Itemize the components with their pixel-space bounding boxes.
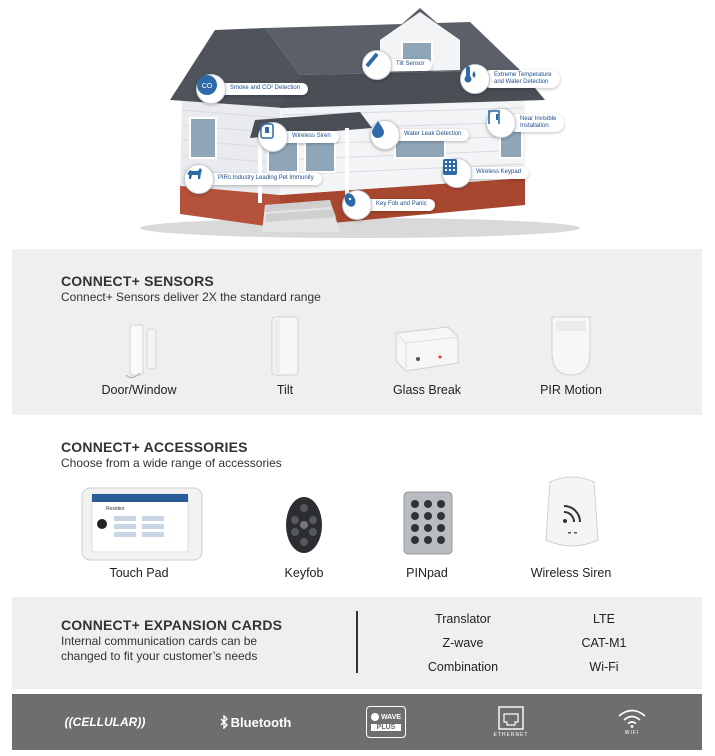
bluetooth-logo-label: Bluetooth [230,714,292,730]
sensor-item-glass-break [352,309,502,399]
callout-invisible [486,108,564,138]
callout-invisible-line1: Near Invisible [520,115,557,122]
accessories-subtitle: Choose from a wide range of accessories [61,456,282,470]
callout-tilt-label: Tilt Sensor [384,59,432,70]
thermometer-icon [460,64,490,94]
callout-leak [370,120,469,150]
co-badge-label: CO [201,83,213,90]
keyfob-icon [283,494,325,556]
tilt-sensor-icon [362,50,392,80]
callout-smoke-label: Smoke and CO² Detection [218,83,308,94]
card-cat-m1: CAT-M1 [581,636,627,650]
touch-pad-icon [80,486,204,562]
pir-motion-sensor-icon [548,313,594,379]
wireless-siren-icon [540,472,604,556]
callout-temperature-line2: and Water Detection [494,79,549,85]
callout-leak-label: Water Leak Detection [392,129,469,140]
zwave-circle-icon [371,713,379,721]
sensor-item-door-window [64,309,214,399]
dog-icon [184,164,214,194]
card-combination: Combination [427,660,499,674]
bluetooth-icon [219,715,229,729]
callout-keyfob-label: Key Fob and Panic [364,199,435,210]
expansion-description-line2: changed to fit your customer’s needs [61,649,258,663]
wifi-logo-label: WIFI [624,730,640,736]
zwave-plus-label: PLUS [371,724,402,731]
cellular-wave-left-icon: (( [64,715,73,729]
callout-temperature-line1: Extreme Temperature [494,71,552,78]
sensor-item-pir-motion [496,309,646,399]
bluetooth-logo [210,694,300,750]
connectivity-footer [12,694,702,750]
cellular-wave-right-icon: )) [137,715,146,729]
callout-temperature [460,64,560,94]
keypad-icon [442,158,472,188]
accessory-label-wireless-siren: Wireless Siren [530,566,612,580]
zwave-plus-logo [362,694,410,750]
accessory-label-pinpad: PINpad [406,566,448,580]
sensors-subtitle: Connect+ Sensors deliver 2X the standard range [61,290,321,304]
accessory-item-touch-pad [64,480,214,586]
callout-invisible-label [508,114,564,132]
callout-keypad [442,158,529,188]
accessory-label-touch-pad: Touch Pad [109,566,169,580]
sensor-label-glass-break: Glass Break [392,383,462,397]
card-wifi: Wi-Fi [589,660,619,674]
accessory-label-keyfob: Keyfob [284,566,324,580]
expansion-title: CONNECT+ EXPANSION CARDS [61,617,283,633]
ethernet-port-icon [498,706,524,730]
ethernet-logo [486,694,536,750]
hero-house-illustration [0,0,715,240]
callout-keypad-label: Wireless Keypad [464,167,529,178]
keyfob-icon [342,190,372,220]
zwave-logo-label: WAVE [380,713,402,721]
accessories-section [12,424,702,590]
card-translator: Translator [435,612,491,626]
expansion-description-line1: Internal communication cards can be [61,634,258,648]
callout-pir-label: PIRs Industry Leading Pet Immunity [206,173,322,184]
smoke-co-icon [196,74,226,104]
callout-temperature-label [482,70,560,88]
cellular-logo [60,694,150,750]
callout-siren [258,122,339,152]
sensor-label-tilt: Tilt [276,383,294,397]
callout-tilt [362,50,432,80]
water-drop-icon [370,120,400,150]
pinpad-icon [402,490,454,556]
expansion-description [61,634,257,664]
sensors-section [12,249,702,415]
wireless-siren-icon [258,122,288,152]
callout-siren-label: Wireless Siren [280,131,339,142]
accessory-item-pinpad [352,480,502,586]
expansion-section [12,597,702,689]
cellular-logo-label: CELLULAR [72,715,138,729]
door-sensor-icon [486,108,516,138]
wifi-logo [610,694,654,750]
accessories-title: CONNECT+ ACCESSORIES [61,439,248,455]
tilt-sensor-icon [268,315,302,379]
card-zwave: Z-wave [442,636,484,650]
callout-keyfob [342,190,435,220]
glass-break-sensor-icon [390,323,464,375]
callout-pir [184,164,322,194]
sensor-item-tilt [210,309,360,399]
sensor-label-door-window: Door/Window [101,383,177,397]
accessory-item-wireless-siren [496,480,646,586]
sensor-label-pir-motion: PIR Motion [540,383,602,397]
callout-smoke [196,74,308,104]
callout-invisible-line2: Installation [520,123,549,129]
expansion-divider [356,611,358,673]
door-window-sensor-icon [122,319,172,381]
touch-pad-brand: Resideo [106,506,125,512]
card-lte: LTE [593,612,615,626]
sensors-title: CONNECT+ SENSORS [61,273,214,289]
ethernet-logo-label: ETHERNET [493,732,529,738]
wifi-icon [617,708,647,728]
